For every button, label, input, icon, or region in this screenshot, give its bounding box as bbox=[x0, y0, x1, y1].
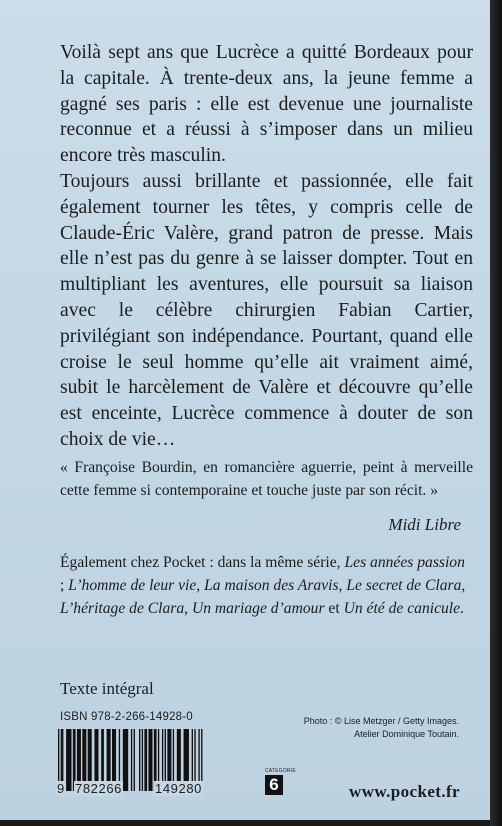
series-title: Les années passion bbox=[344, 554, 465, 571]
barcode-left-digits: 782266 bbox=[75, 781, 122, 796]
edition-label: Texte intégral bbox=[60, 679, 154, 698]
barcode-right-digits: 149280 bbox=[155, 781, 202, 796]
category-badge bbox=[265, 768, 296, 795]
also-intro: Également chez Pocket : dans la même série, bbox=[60, 554, 345, 571]
publisher-website: www.pocket.fr bbox=[349, 782, 460, 801]
barcode-bar bbox=[123, 729, 128, 791]
category-number: 6 bbox=[265, 775, 283, 795]
design-credit: Atelier Dominique Toutain. bbox=[354, 729, 459, 739]
barcode-bar bbox=[66, 729, 71, 791]
separator: . bbox=[460, 600, 464, 617]
book-title: L’homme de leur vie bbox=[68, 577, 197, 594]
barcode-bar bbox=[131, 729, 132, 791]
barcode-bar bbox=[144, 729, 147, 791]
separator: ; bbox=[60, 577, 69, 594]
review-source: Midi Libre bbox=[388, 515, 461, 534]
book-title: Le secret de Clara bbox=[346, 577, 462, 594]
book-title: La maison des Aravis bbox=[204, 577, 339, 594]
book-edge bbox=[490, 0, 502, 826]
barcode-bar bbox=[142, 729, 143, 791]
synopsis-paragraph-2: Toujours aussi brillante et passionnée, elle fait également tourner les têtes, y compris celle de Claude-Éric Valère, grand patron de presse. Mais elle n’est pas du genre à se laisser dompter. Tout en multipliant les aventures, elle poursuit sa liaison avec le célèbre chirurgien Fabian Cartier, privilégiant son indépendance. Pourtant, quand elle croise le seul homme qu’elle ait vraiment aimé, subit le harcèlement de Valère et découvre qu’elle est enceinte, Lucrèce commence à douter de son choix de vie… bbox=[60, 170, 473, 450]
barcode-bar bbox=[134, 729, 135, 791]
separator: , bbox=[461, 577, 466, 594]
photo-credit: Photo : © Lise Metzger / Getty Images. bbox=[303, 716, 459, 726]
separator: , bbox=[184, 600, 192, 617]
separator: et bbox=[324, 600, 344, 617]
isbn-number: ISBN 978-2-266-14928-0 bbox=[60, 711, 193, 723]
separator: , bbox=[338, 577, 347, 594]
barcode-bar bbox=[139, 729, 140, 791]
synopsis bbox=[60, 40, 473, 453]
book-title: L’héritage de Clara bbox=[60, 600, 185, 617]
barcode-first-digit: 9 bbox=[57, 781, 65, 796]
review-quote: « Françoise Bourdin, en romancière aguerrie, peint à merveille cette femme si contemporaine et touche juste par son récit. » bbox=[60, 459, 473, 499]
photo-credits bbox=[304, 715, 459, 741]
synopsis-paragraph-1: Voilà sept ans que Lucrèce a quitté Bordeaux pour la capitale. À trente-deux ans, la jeune femme a gagné ses paris : elle est devenue une journaliste reconnue et a réussi à s’imposer dans un milieu encore très masculin. bbox=[60, 42, 473, 167]
also-available bbox=[60, 551, 473, 620]
category-label: CATÉGORIE bbox=[265, 768, 296, 774]
barcode-bar bbox=[148, 729, 152, 791]
book-title: Un mariage d’amour bbox=[191, 600, 325, 617]
book-title: Un été de canicule bbox=[343, 600, 461, 617]
separator: , bbox=[196, 577, 205, 594]
